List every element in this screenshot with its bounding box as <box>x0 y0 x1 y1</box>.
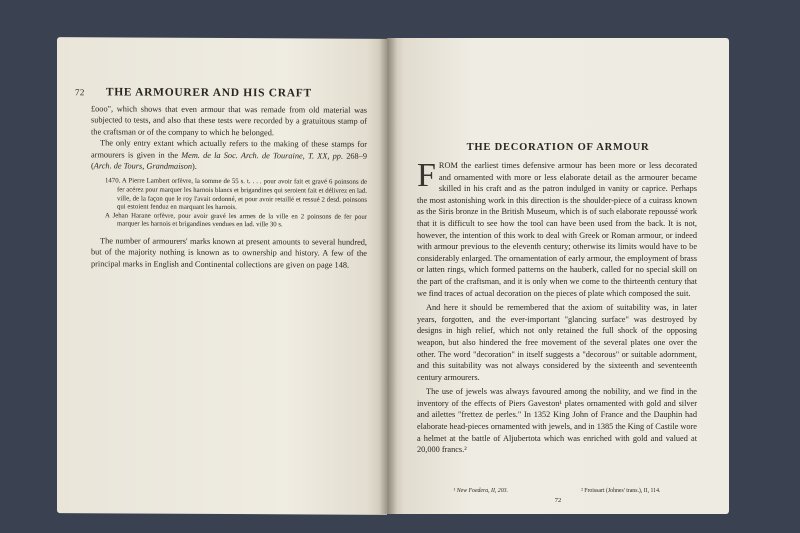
footnote <box>454 488 508 494</box>
paragraph <box>417 157 697 299</box>
page-number: 72 <box>75 87 85 98</box>
footnotes <box>417 488 697 494</box>
quote-entry: 1470. A Pierre Lambert orfèvre, la somme de 55 s. t. . . . pour avoir fait et gravé 6 poinsons de fer acérez pour marquer les harnois blancs et brigandines qui seroient fait et délivrez en lad. ville, de la façon que le roy l'avait ordonné, et pour avoir retaillé et ressué 2 desd. poinsons qui estoient fenduz en marquant les harnois. <box>105 177 367 212</box>
block-quote <box>105 178 367 231</box>
footnote: ² Froissart (Johnes' trans.), II, 114. <box>581 488 661 494</box>
page-number: 72 <box>554 497 562 504</box>
drop-cap: F <box>417 157 436 194</box>
text-run: ROM the earliest times defensive armour has been more or less decorated and ornamented with more or less elaborate detail as the armourer became skilled in his craft and as the patron indulged in vanity or caprice. Perhaps the most astonishing work in this direction is the shoulder-piece of a cuirass known as the Siris bronze in the British Museum, which is of such elaborate repoussé work that it is difficult to see how the tool can have been used from the back. It is not, however, the intention of this work to deal with Greek or Roman armour, or indeed with armour previous to the eleventh century; otherwise its limits would have to be considerably enlarged. The ornamentation of early armour, the employment of brass or latten rings, which formed patterns on the hauberk, called for no special skill on the part of the craftsman, and it is only when we come to the thirteenth century that we find traces of actual decoration on the pieces of plate which composed the suit. <box>417 161 697 298</box>
running-title: THE ARMOURER AND HIS CRAFT <box>105 86 312 100</box>
left-body-text <box>91 103 367 271</box>
quote-entry: A Jehan Harane orfèvre, pour avoir gravé les armes de la ville en 2 poinsons de fer pour marquer les harnois et brigandines vendues en lad. ville 30 s. <box>105 212 367 229</box>
paragraph <box>91 138 367 174</box>
chapter-title: THE DECORATION OF ARMOUR <box>466 142 650 153</box>
paragraph: The number of armourers' marks known at present amounts to several hundred, but of the majority nothing is known as to ownership and history. A few of the principal marks in English and Continental collections are given on page 148. <box>91 236 367 270</box>
running-head <box>75 86 365 100</box>
footnote-text: New Foedera, II, 203. <box>456 488 508 494</box>
right-body-text <box>417 157 697 456</box>
text-run: ). <box>192 161 197 171</box>
paragraph: £ooo", which shows that even armour that was remade from old material was subjected to tests, and also that these tests were recorded by a gratuitous stamp of the craftsman or of the company to which he belonged. <box>91 104 367 138</box>
footnote-number: ¹ <box>453 488 456 494</box>
citation: Mem. de la Soc. Arch. de Touraine, T. XX, pp. <box>181 150 344 161</box>
book-gutter <box>379 38 397 514</box>
paragraph: And here it should be remembered that the axiom of suitability was, in later years, forgotten, and the ever-important "glancing surface" was destroyed by designs in high relief, which not only retained the full shock of the opposing weapon, but also hindered the free movement of the several plates one over the other. The word "decoration" in itself suggests a "decorous" or suitable adornment, and this suitability was not always considered by the sixteenth and seventeenth century armourers. <box>417 303 697 382</box>
text-run: 268–9 ( <box>91 151 367 171</box>
paragraph: The use of jewels was always favoured among the nobility, and we find in the inventory of the effects of Piers Gaveston¹ plates ornamented with gold and silver and ailettes "frettez de perles." In 1352 King John of France and the Dauphin had elaborate head-pieces ornamented with jewels, and in 1385 the King of Castile wore a helmet at the battle of Aljubertota which was enriched with gold and valued at 20,000 francs.² <box>417 387 697 455</box>
text-run: The only entry extant which actually refers to the making of these stamps for armourers is given in the <box>91 138 367 160</box>
open-book <box>57 38 729 514</box>
right-page <box>387 38 729 514</box>
citation: Arch. de Tours, Grandmaison <box>93 161 193 171</box>
left-page <box>57 37 387 515</box>
